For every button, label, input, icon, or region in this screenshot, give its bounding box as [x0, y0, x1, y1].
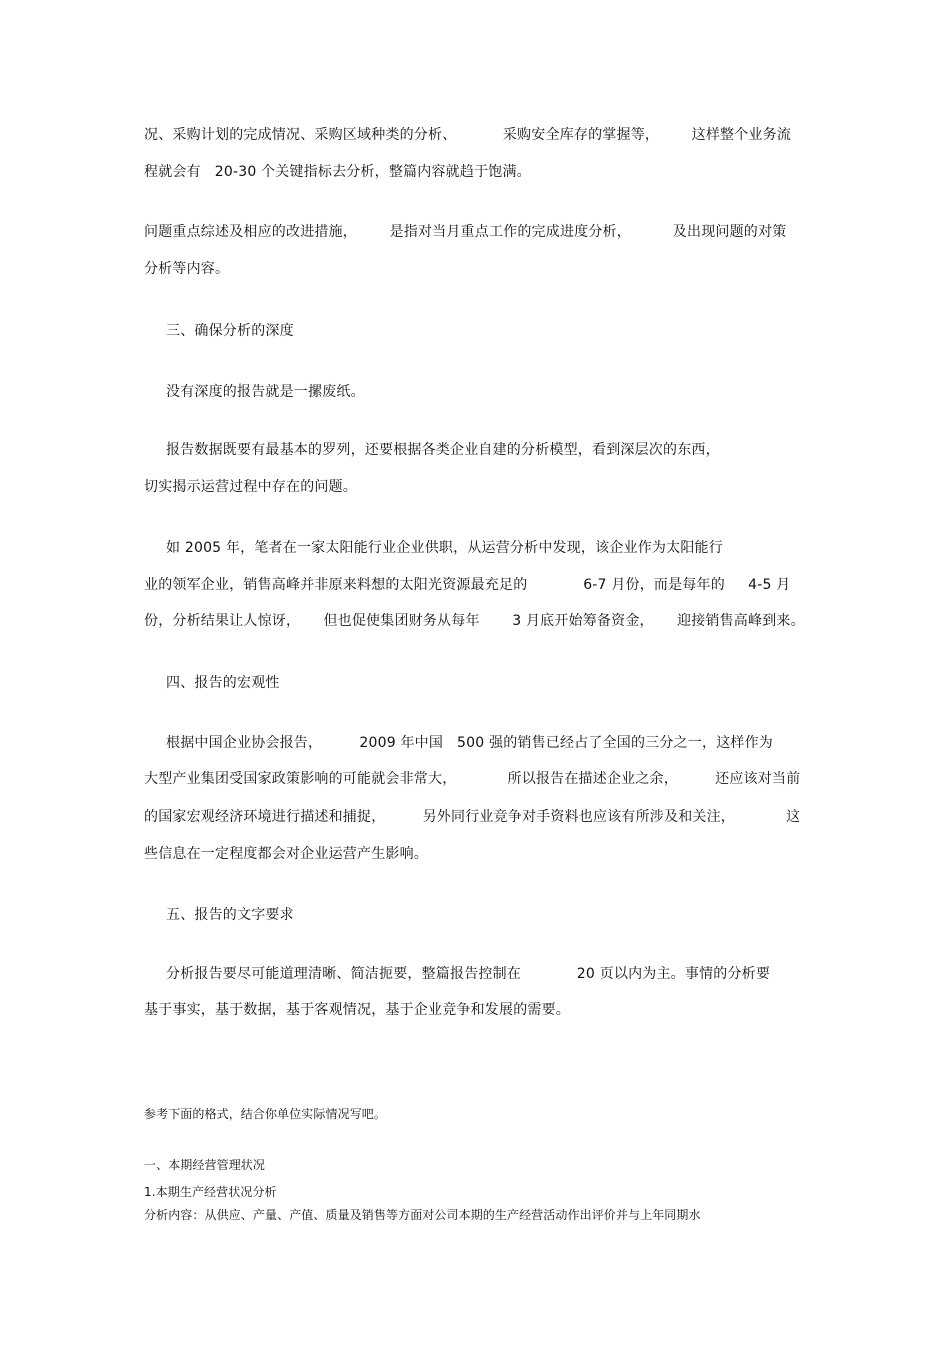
- paragraph-1-line-2: 程就会有 20-30 个关键指标去分析，整篇内容就趋于饱满。: [144, 164, 531, 180]
- paragraph-7-line-2: 基于事实，基于数据，基于客观情况，基于企业竞争和发展的需要。: [144, 1002, 570, 1018]
- paragraph-4-line-2: 切实揭示运营过程中存在的问题。: [144, 479, 357, 495]
- reference-subsection-1: 1.本期生产经营状况分析: [144, 1185, 277, 1199]
- reference-section-1: 一、本期经营管理状况: [144, 1158, 266, 1172]
- reference-intro: 参考下面的格式，结合你单位实际情况写吧。: [144, 1107, 387, 1121]
- paragraph-7-line-1: 分析报告要尽可能道理清晰、简洁扼要，整篇报告控制在 20 页以内为主。事情的分析要: [166, 966, 771, 982]
- paragraph-5-line-3: 份，分析结果让人惊讶， 但也促使集团财务从每年 3 月底开始筹备资金， 迎接销售高峰到来。: [144, 613, 805, 629]
- paragraph-3: 没有深度的报告就是一摞废纸。: [166, 384, 365, 400]
- paragraph-4-line-1: 报告数据既要有最基本的罗列，还要根据各类企业自建的分析模型，看到深层次的东西，: [166, 442, 720, 458]
- heading-section-4: 四、报告的宏观性: [166, 675, 280, 691]
- paragraph-6-line-4: 些信息在一定程度都会对企业运营产生影响。: [144, 846, 428, 862]
- heading-section-3: 三、确保分析的深度: [166, 323, 294, 339]
- reference-content-1: 分析内容：从供应、产量、产值、质量及销售等方面对公司本期的生产经营活动作出评价并与上年同期水: [144, 1208, 701, 1222]
- heading-section-5: 五、报告的文字要求: [166, 907, 294, 923]
- paragraph-5-line-1: 如 2005 年，笔者在一家太阳能行业企业供职，从运营分析中发现，该企业作为太阳能行: [166, 540, 723, 556]
- paragraph-1-line-1: 况、采购计划的完成情况、采购区域种类的分析、 采购安全库存的掌握等， 这样整个业务流: [144, 127, 792, 143]
- paragraph-2-line-1: 问题重点综述及相应的改进措施， 是指对当月重点工作的完成进度分析， 及出现问题的对策: [144, 224, 787, 240]
- paragraph-5-line-2: 业的领军企业，销售高峰并非原来料想的太阳光资源最充足的 6-7 月份，而是每年的 4-5 月: [144, 577, 791, 593]
- paragraph-6-line-1: 根据中国企业协会报告， 2009 年中国 500 强的销售已经占了全国的三分之一，这样作为: [166, 735, 774, 751]
- paragraph-6-line-2: 大型产业集团受国家政策影响的可能就会非常大， 所以报告在描述企业之余， 还应该对当前: [144, 771, 801, 787]
- paragraph-2-line-2: 分析等内容。: [144, 261, 230, 277]
- paragraph-6-line-3: 的国家宏观经济环境进行描述和捕捉， 另外同行业竞争对手资料也应该有所涉及和关注， 这: [144, 809, 801, 825]
